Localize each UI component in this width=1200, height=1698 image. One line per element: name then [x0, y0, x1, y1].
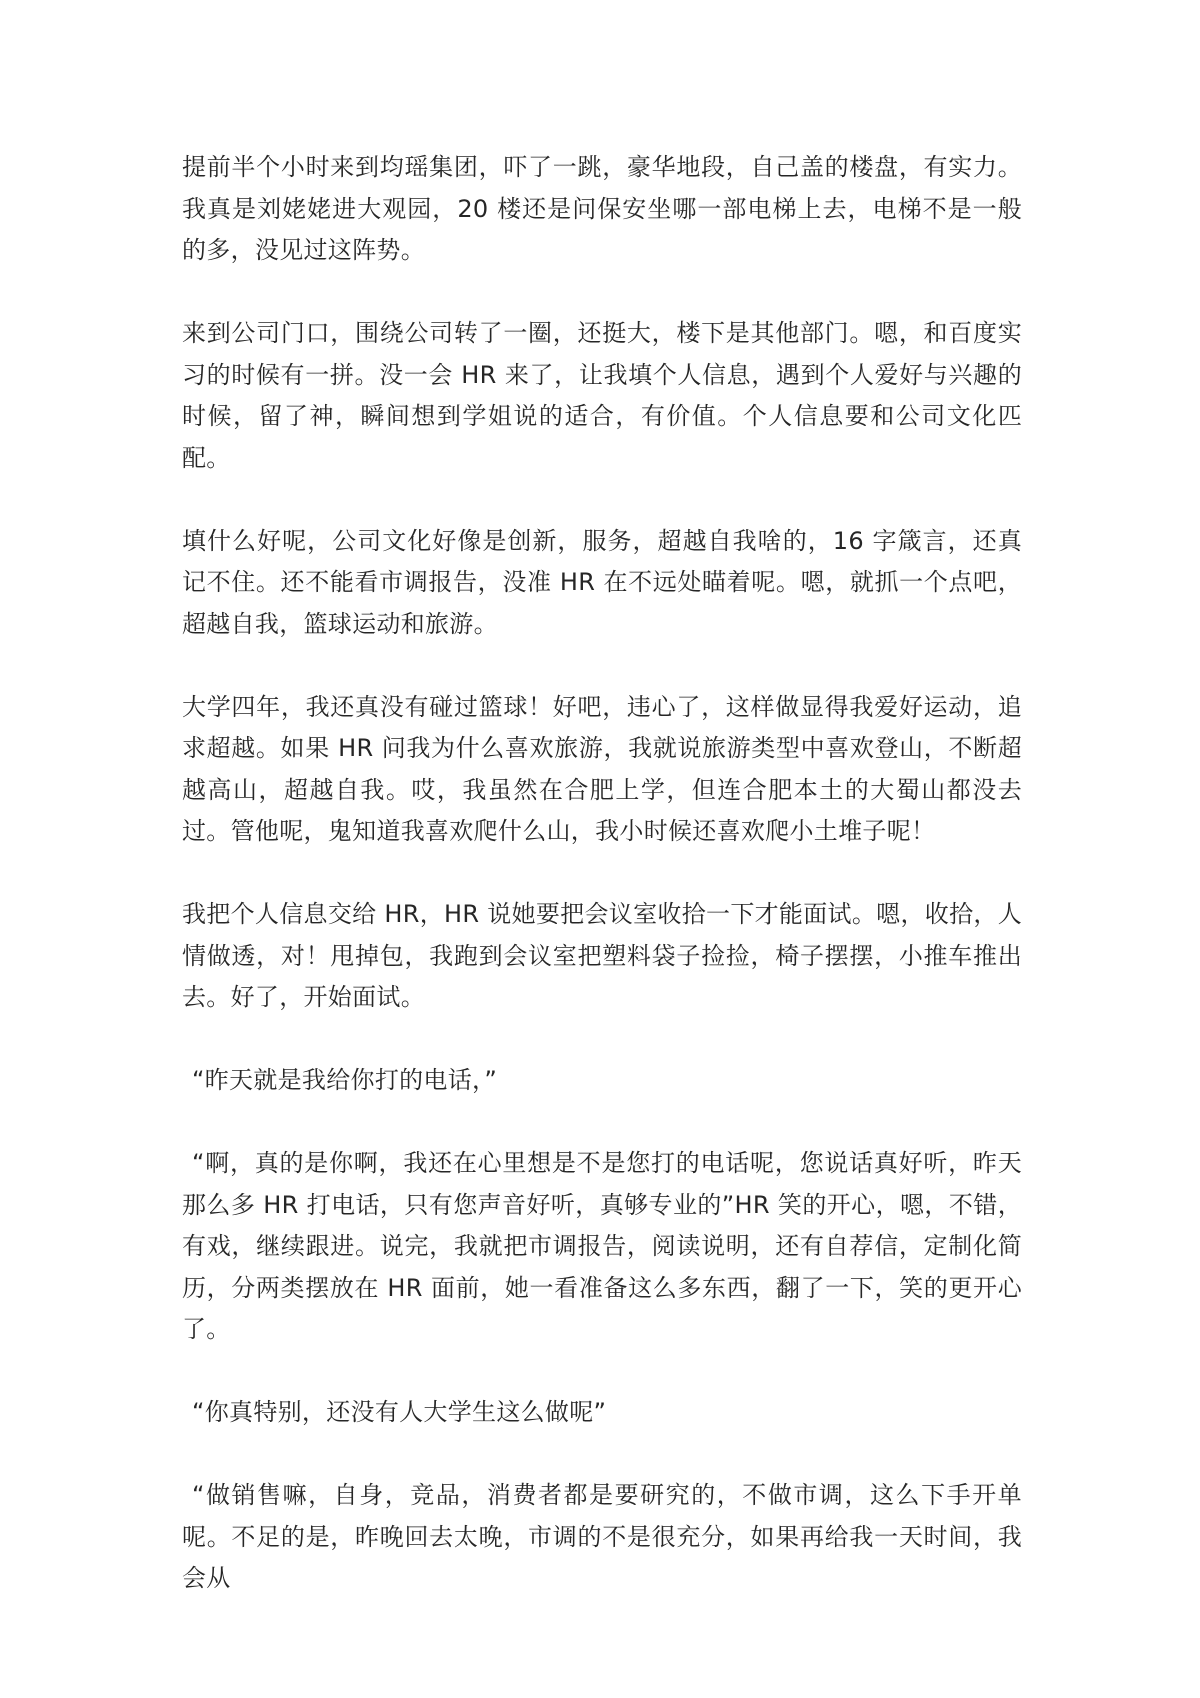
- document-body: [182, 147, 1022, 1600]
- paragraph-quote-phone-call: “昨天就是我给你打的电话，”: [192, 1066, 498, 1094]
- paragraph-arrival: 提前半个小时来到均瑶集团，吓了一跳，豪华地段，自己盖的楼盘，有实力。我真是刘姥姥进大观园，20 楼还是问保安坐哪一部电梯上去，电梯不是一般的多，没见过这阵势。: [182, 153, 1022, 264]
- paragraph-company-culture: 填什么好呢，公司文化好像是创新，服务，超越自我啥的，16 字箴言，还真记不住。还不能看市调报告，没准 HR 在不远处瞄着呢。嗯，就抓一个点吧，超越自我，篮球运动和旅游。: [182, 526, 1022, 638]
- paragraph-meeting-room: 我把个人信息交给 HR，HR 说她要把会议室收拾一下才能面试。嗯，收拾，人情做透，对！甩掉包，我跑到会议室把塑料袋子捡捡，椅子摆摆，小推车推出去。好了，开始面试。: [182, 900, 1022, 1011]
- paragraph-company-entrance: 来到公司门口，围绕公司转了一圈，还挺大，楼下是其他部门。嗯，和百度实习的时候有一拼。没一会 HR 来了，让我填个人信息，遇到个人爱好与兴趣的时候，留了神，瞬间想到学姐说的适合，有价值。个人信息要和公司文化匹配。: [182, 319, 1022, 472]
- paragraph-hobbies: 大学四年，我还真没有碰过篮球！好吧，违心了，这样做显得我爱好运动，追求超越。如果 HR 问我为什么喜欢旅游，我就说旅游类型中喜欢登山，不断超越高山，超越自我。哎，我虽然在合肥上学，但连合肥本土的大蜀山都没去过。管他呢，鬼知道我喜欢爬什么山，我小时候还喜欢爬小土堆子呢！: [182, 692, 1022, 845]
- paragraph-quote-special: “你真特别，还没有人大学生这么做呢”: [192, 1398, 607, 1426]
- paragraph-quote-sales: “做销售嘛，自身，竞品，消费者都是要研究的，不做市调，这么下手开单呢。不足的是，昨晚回去太晚，市调的不是很充分，如果再给我一天时间，我会从: [182, 1481, 1022, 1592]
- paragraph-quote-reply: “啊，真的是你啊，我还在心里想是不是您打的电话呢，您说话真好听，昨天那么多 HR 打电话，只有您声音好听，真够专业的”HR 笑的开心，嗯，不错，有戏，继续跟进。说完，我就把市调报告，阅读说明，还有自荐信，定制化简历，分两类摆放在 HR 面前，她一看准备这么多东西，翻了一下，笑的更开心了。: [182, 1149, 1022, 1343]
